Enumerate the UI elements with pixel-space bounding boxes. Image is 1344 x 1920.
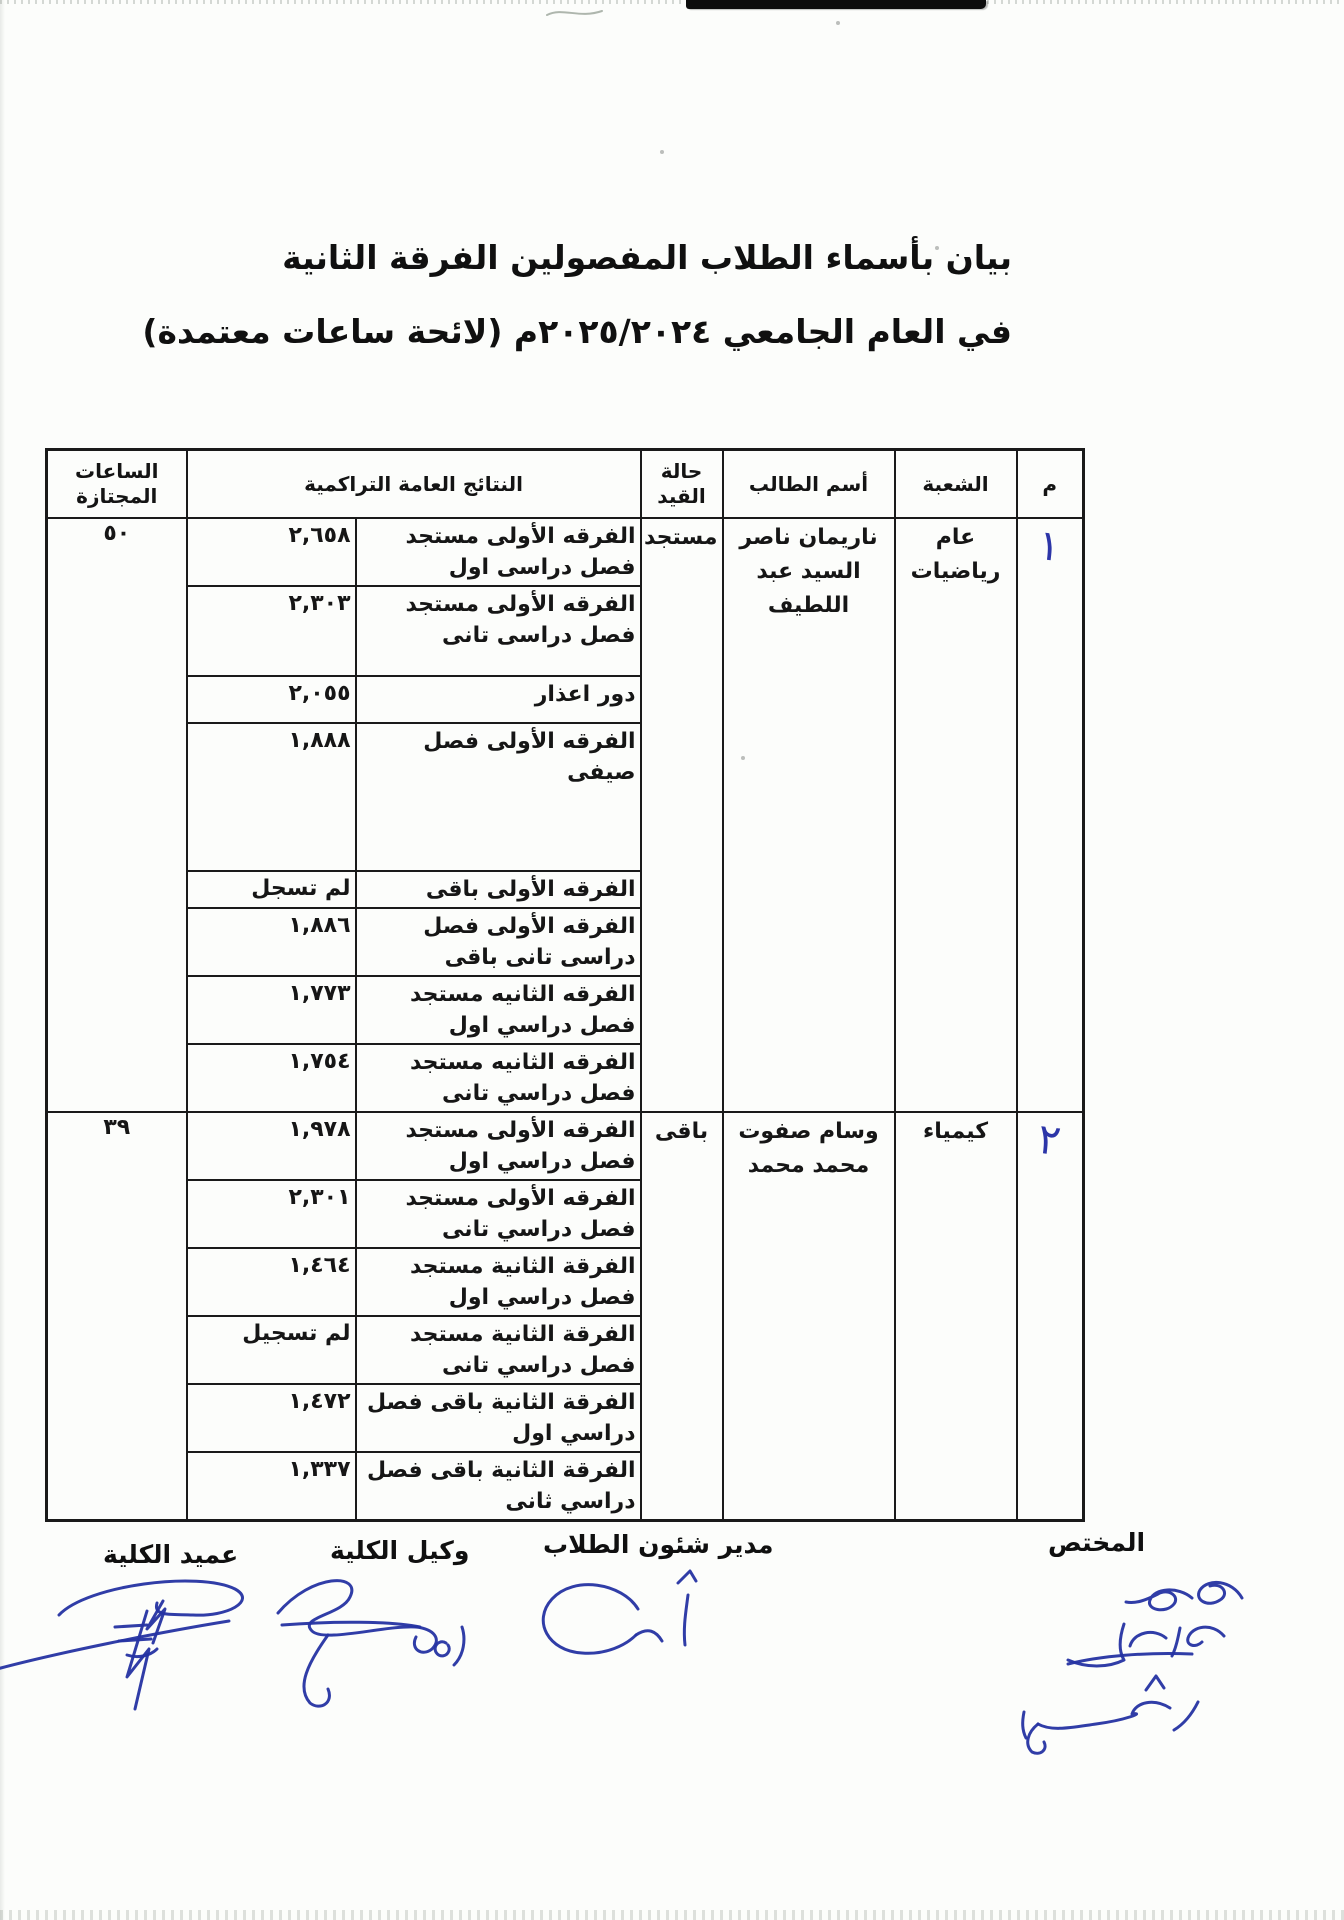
result-label-cell: الفرقه الأولى مستجد فصل دراسى تانى: [356, 586, 641, 676]
result-value-cell: ٢,٠٥٥: [187, 676, 356, 723]
result-label-cell: الفرقه الأولى فصل صيفى: [356, 723, 641, 871]
passed-hours-cell: ٣٩: [47, 1112, 187, 1521]
result-label-cell: الفرقه الأولى مستجد فصل دراسي اول: [356, 1112, 641, 1180]
signature-label-specialist: المختص: [1048, 1528, 1146, 1557]
result-label-cell: الفرقه الأولى مستجد فصل دراسي تانى: [356, 1180, 641, 1248]
enrollment-status-cell: باقى: [641, 1112, 723, 1521]
division-cell: عام رياضيات: [895, 518, 1017, 1112]
scan-squiggle-mark: [545, 4, 605, 22]
table-header-row: [47, 450, 1084, 519]
result-value-cell: ١,٤٦٤: [187, 1248, 356, 1316]
result-value-cell: ٢,٣٠١: [187, 1180, 356, 1248]
signature-label-vice-dean: وكيل الكلية: [330, 1536, 470, 1565]
document-subtitle: في العام الجامعي ٢٠٢٥/٢٠٢٤م (لائحة ساعات معتمدة): [142, 312, 1012, 351]
result-label-cell: الفرقه الثانيه مستجد فصل دراسي اول: [356, 976, 641, 1044]
result-label-cell: الفرقة الثانية باقى فصل دراسي ثانى: [356, 1452, 641, 1521]
result-value-cell: ٢,٦٥٨: [187, 518, 356, 586]
result-value-cell: ١,٧٥٤: [187, 1044, 356, 1112]
student-name-cell: ناريمان ناصر السيد عبد اللطيف: [723, 518, 895, 1112]
student-affairs-director-signature-handwriting: [520, 1565, 730, 1695]
document-title: بيان بأسماء الطلاب المفصولين الفرقة الثانية: [282, 238, 1012, 277]
result-value-cell: ١,٤٧٢: [187, 1384, 356, 1452]
specialist-signature-handwriting: [940, 1570, 1270, 1790]
division-cell: كيمياء: [895, 1112, 1017, 1521]
result-value-cell: لم تسجيل: [187, 1316, 356, 1384]
scan-top-edge: [0, 0, 1344, 4]
result-value-cell: لم تسجل: [187, 871, 356, 908]
header-enrollment-status: حالة القيد: [641, 450, 723, 519]
result-subrow: [47, 1112, 1084, 1180]
result-label-cell: الفرقة الثانية باقى فصل دراسي اول: [356, 1384, 641, 1452]
signature-label-dean: عميد الكلية: [103, 1540, 239, 1569]
scan-dark-band: [686, 0, 986, 9]
student-name-cell: وسام صفوت محمد محمد: [723, 1112, 895, 1521]
result-label-cell: دور اعذار: [356, 676, 641, 723]
students-table: [45, 448, 1085, 1522]
header-division: الشعبة: [895, 450, 1017, 519]
scan-bottom-edge: [0, 1910, 1344, 1920]
header-cumulative-results: النتائج العامة التراكمية: [187, 450, 641, 519]
vice-dean-signature-handwriting: [262, 1565, 482, 1735]
row-index-handwritten: ١: [1017, 518, 1084, 1112]
enrollment-status-cell: مستجد: [641, 518, 723, 1112]
result-label-cell: الفرقه الأولى مستجد فصل دراسى اول: [356, 518, 641, 586]
scan-speck: [836, 21, 840, 25]
header-student-name: أسم الطالب: [723, 450, 895, 519]
result-label-cell: الفرقة الثانية مستجد فصل دراسي تانى: [356, 1316, 641, 1384]
result-value-cell: ١,٨٨٨: [187, 723, 356, 871]
result-value-cell: ١,٣٣٧: [187, 1452, 356, 1521]
result-subrow: [47, 518, 1084, 586]
result-label-cell: الفرقة الثانية مستجد فصل دراسي اول: [356, 1248, 641, 1316]
result-value-cell: ١,٧٧٣: [187, 976, 356, 1044]
header-index: م: [1017, 450, 1084, 519]
signature-label-student-affairs-director: مدير شئون الطلاب: [543, 1530, 774, 1559]
table-body: [47, 518, 1084, 1521]
scan-speck: [660, 150, 664, 154]
passed-hours-cell: ٥٠: [47, 518, 187, 1112]
dean-signature-handwriting: [0, 1555, 280, 1770]
header-passed-hours: الساعات المجتازة: [47, 450, 187, 519]
result-label-cell: الفرقه الأولى فصل دراسى تانى باقى: [356, 908, 641, 976]
row-index-handwritten: ٢: [1017, 1112, 1084, 1521]
result-label-cell: الفرقه الأولى باقى: [356, 871, 641, 908]
result-value-cell: ١,٨٨٦: [187, 908, 356, 976]
result-value-cell: ٢,٣٠٣: [187, 586, 356, 676]
result-label-cell: الفرقه الثانيه مستجد فصل دراسي تانى: [356, 1044, 641, 1112]
result-value-cell: ١,٩٧٨: [187, 1112, 356, 1180]
